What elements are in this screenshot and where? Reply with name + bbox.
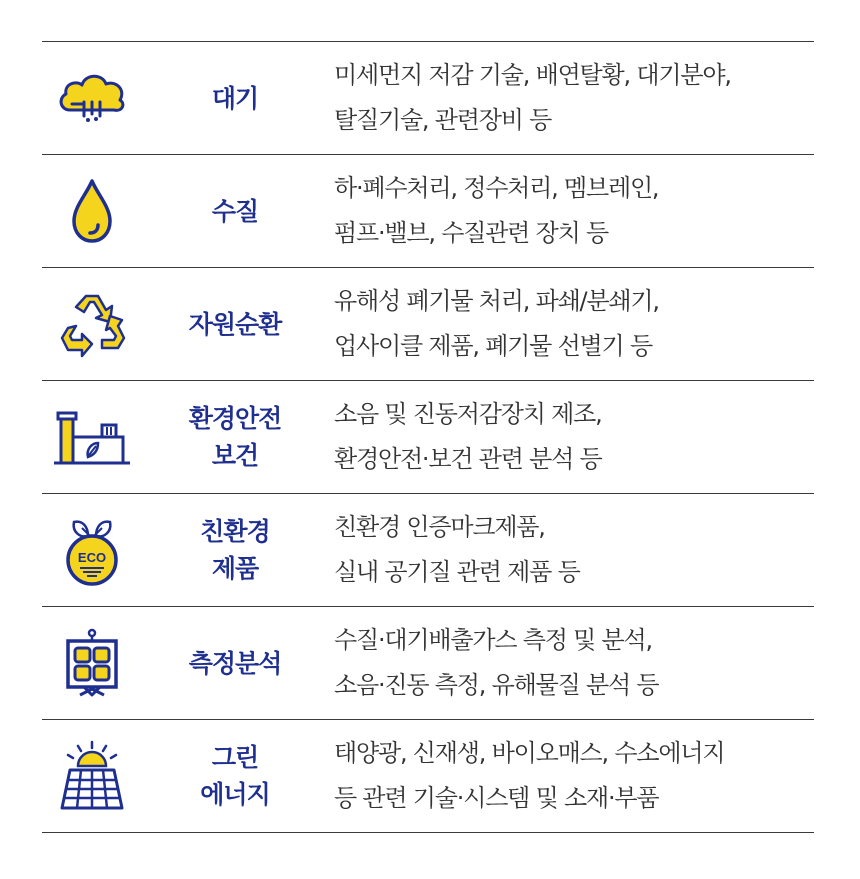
category-label xyxy=(142,80,328,117)
icon-cell xyxy=(42,381,142,493)
description-line: 업사이클 제품, 폐기물 선별기 등 xyxy=(334,332,652,360)
description-line: 등 관련 기술·시스템 및 소재·부품 xyxy=(334,784,659,812)
category-line: 제품 xyxy=(211,554,259,583)
category-line: 친환경 xyxy=(200,517,270,546)
category-line: 에너지 xyxy=(200,780,270,809)
eco-badge-icon xyxy=(52,510,132,590)
description-line: 수질·대기배출가스 측정 및 분석, xyxy=(334,626,652,654)
description xyxy=(328,618,814,708)
category-line: 그린 xyxy=(211,743,259,772)
icon-cell xyxy=(42,494,142,606)
icon-cell xyxy=(42,155,142,267)
solar-panel-icon xyxy=(52,736,132,816)
recycle-icon xyxy=(52,284,132,364)
category-line: 환경안전 xyxy=(188,404,282,433)
category-label xyxy=(142,739,328,813)
category-label xyxy=(142,193,328,230)
description-line: 펌프·밸브, 수질관련 장치 등 xyxy=(334,219,608,247)
description xyxy=(328,731,814,821)
description-line: 미세먼지 저감 기술, 배연탈황, 대기분야, xyxy=(334,61,731,89)
table-row xyxy=(42,268,814,381)
description-line: 환경안전·보건 관련 분석 등 xyxy=(334,445,602,473)
category-label xyxy=(142,645,328,682)
category-line: 측정분석 xyxy=(188,648,282,678)
description xyxy=(328,279,814,369)
description xyxy=(328,53,814,143)
description-line: 태양광, 신재생, 바이오매스, 수소에너지 xyxy=(334,739,725,767)
factory-icon xyxy=(52,397,132,477)
description-line: 유해성 폐기물 처리, 파쇄/분쇄기, xyxy=(334,287,659,315)
table-row xyxy=(42,381,814,494)
table-row xyxy=(42,720,814,833)
description xyxy=(328,392,814,482)
water-drop-icon xyxy=(52,171,132,251)
table-row xyxy=(42,607,814,720)
category-label xyxy=(142,400,328,474)
table-row xyxy=(42,155,814,268)
description-line: 탈질기술, 관련장비 등 xyxy=(334,106,552,134)
description-line: 소음·진동 측정, 유해물질 분석 등 xyxy=(334,671,659,699)
icon-cell xyxy=(42,268,142,380)
cloud-rain-icon xyxy=(52,58,132,138)
category-label xyxy=(142,513,328,587)
description xyxy=(328,166,814,256)
icon-cell xyxy=(42,720,142,832)
svg-text:ECO: ECO xyxy=(77,550,107,565)
description-line: 소음 및 진동저감장치 제조, xyxy=(334,400,602,428)
table-row xyxy=(42,42,814,155)
category-line: 자원순환 xyxy=(188,309,282,339)
description-line: 실내 공기질 관련 제품 등 xyxy=(334,558,580,586)
category-label xyxy=(142,306,328,343)
category-line: 보건 xyxy=(211,441,259,470)
description-line: 하·폐수처리, 정수처리, 멤브레인, xyxy=(334,174,659,202)
category-table xyxy=(42,41,814,833)
icon-cell xyxy=(42,607,142,719)
icon-cell xyxy=(42,42,142,154)
category-line: 대기 xyxy=(211,83,259,113)
description xyxy=(328,505,814,595)
measurement-board-icon xyxy=(52,623,132,703)
category-line: 수질 xyxy=(211,196,259,226)
description-line: 친환경 인증마크제품, xyxy=(334,513,545,541)
table-row xyxy=(42,494,814,607)
